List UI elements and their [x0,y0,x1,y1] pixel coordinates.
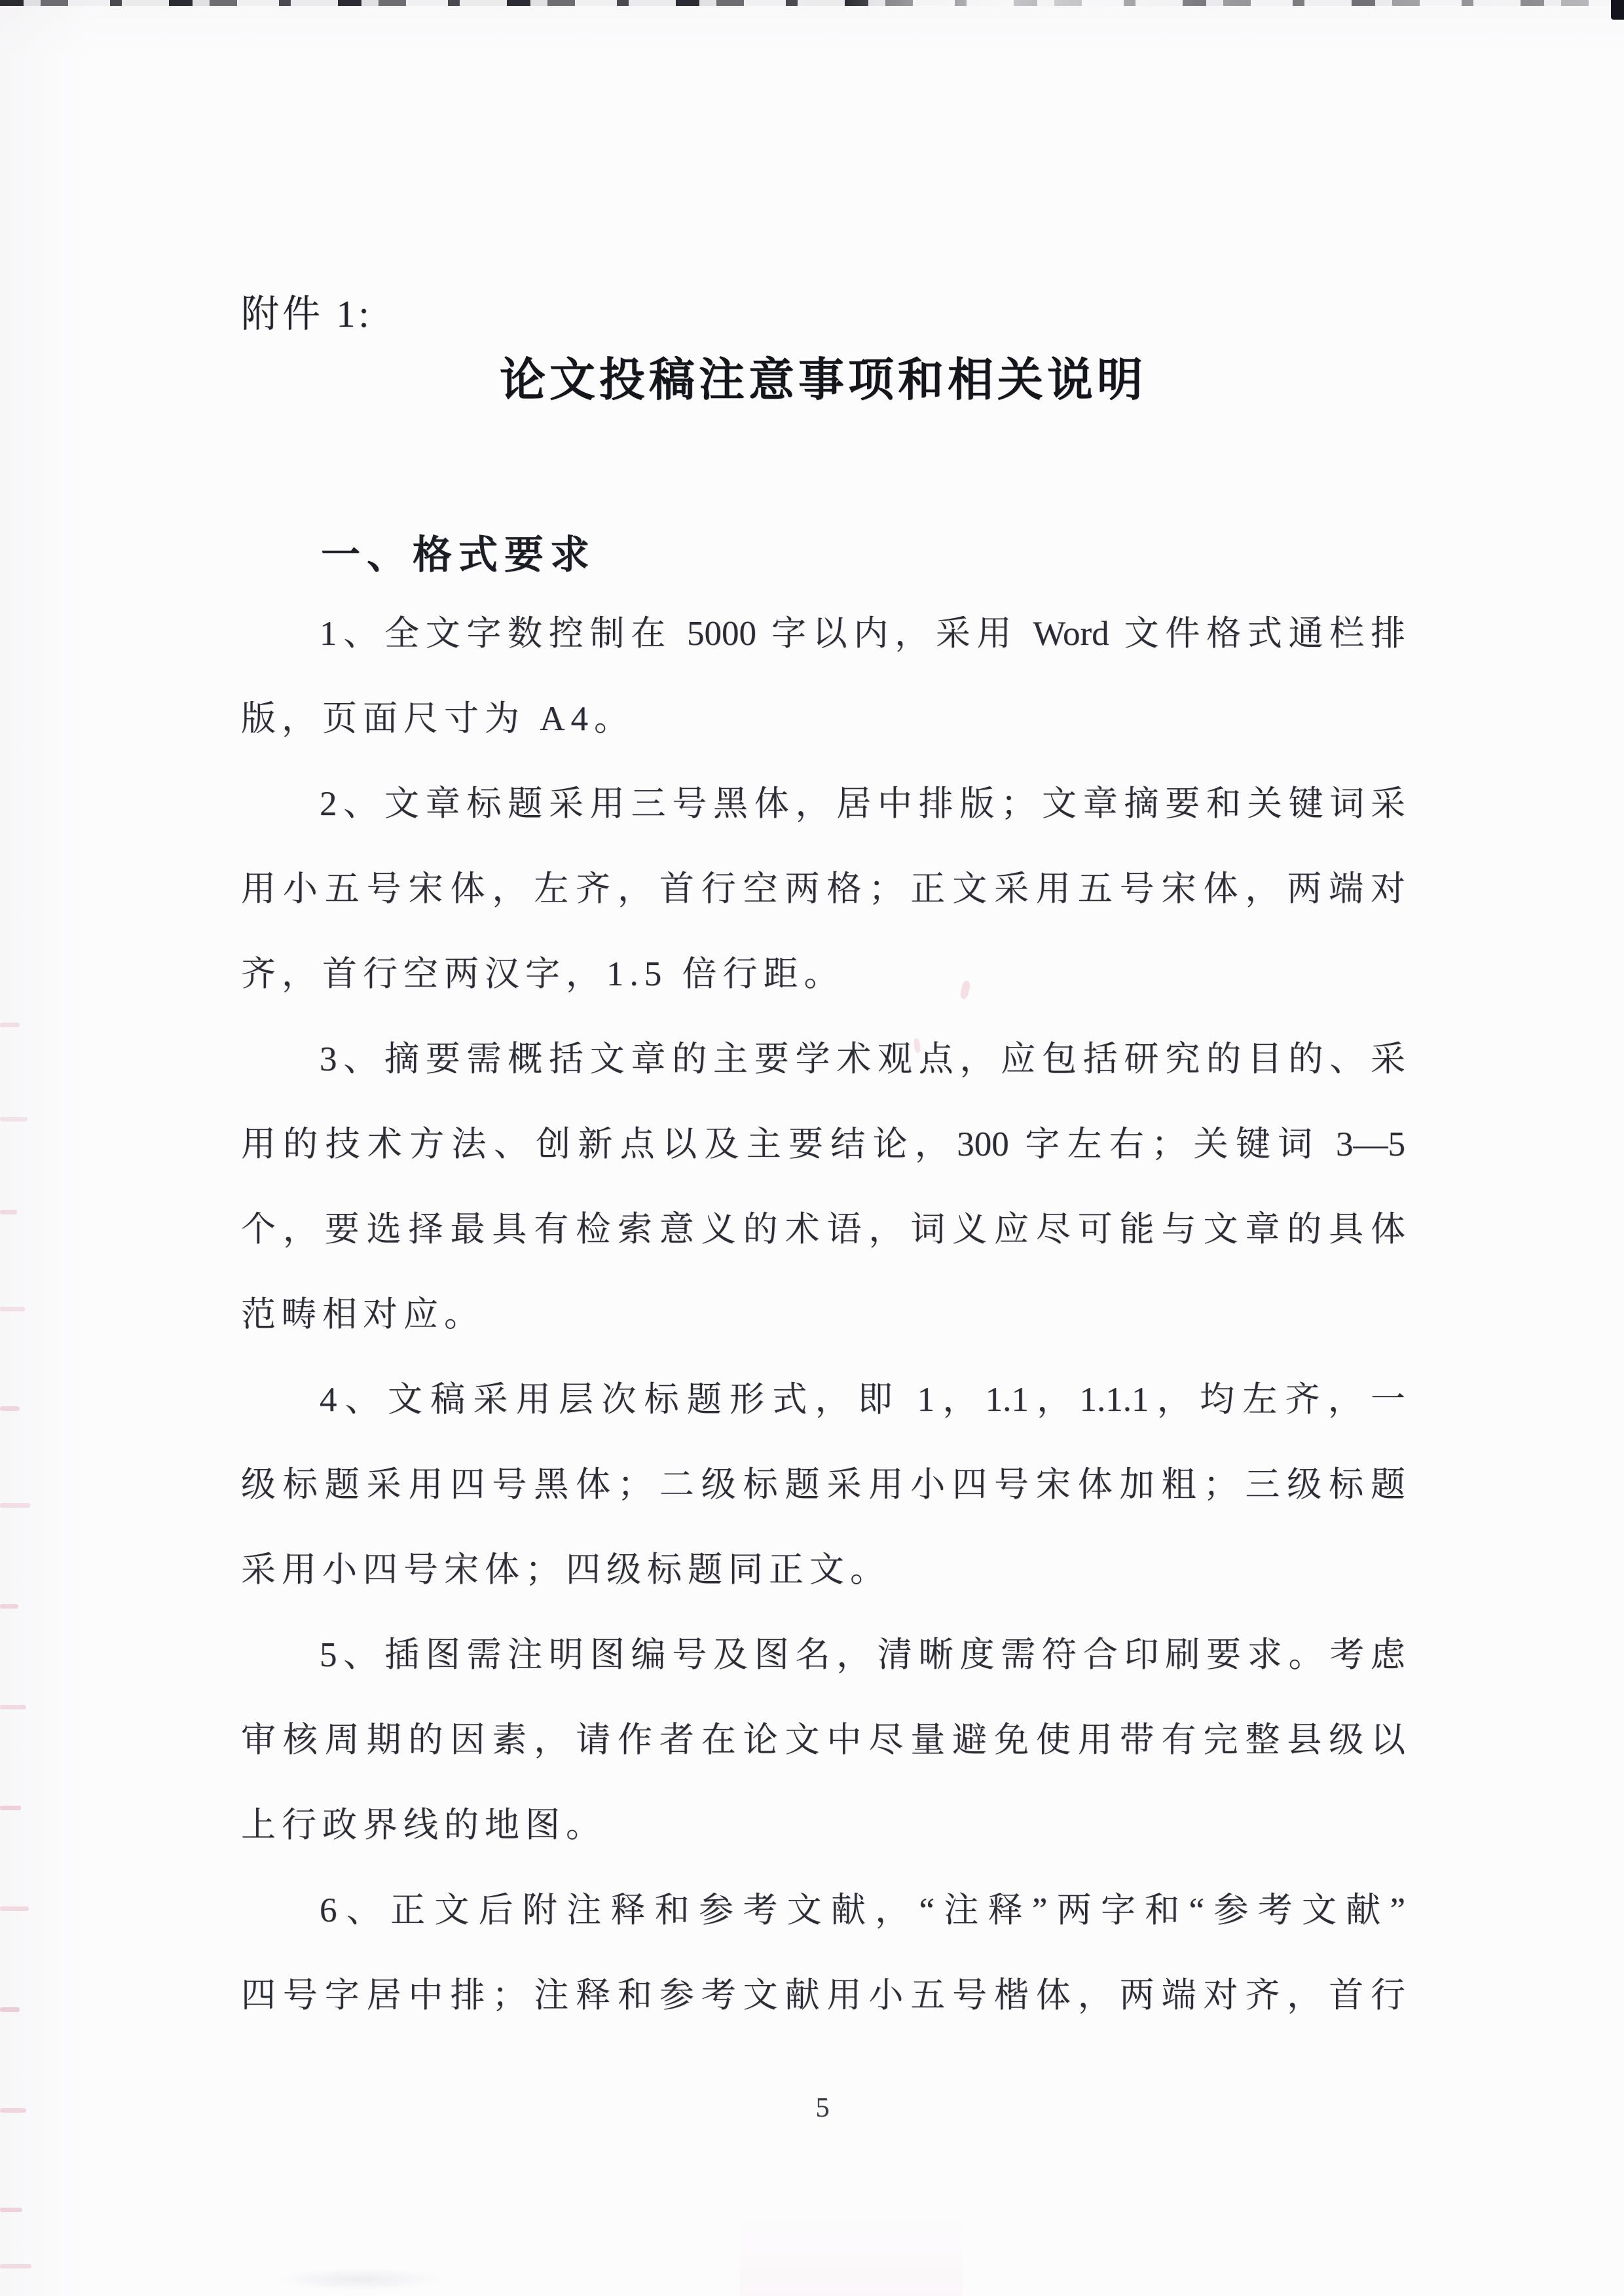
scan-artifact-left-mark [0,1210,17,1214]
section-heading: 一、格式要求 [321,533,596,577]
scan-artifact-left-mark [0,2264,31,2269]
attachment-label: 附件 1: [241,293,373,335]
page-title: 论文投稿注意事项和相关说明 [500,354,1147,405]
body-line: 5、插图需注明图编号及图名，清晰度需符合印刷要求。考虑 [320,1636,1405,1674]
scan-artifact-left-mark [0,1307,25,1311]
body-line: 上行政界线的地图。 [241,1806,606,1844]
scan-artifact-left-mark [0,2208,22,2212]
body-line: 用的技术方法、创新点以及主要结论，300 字左右；关键词 3—5 [241,1125,1405,1163]
scan-artifact-top-right-corner [1611,0,1624,20]
scan-artifact-left-mark [0,1906,29,1911]
scan-artifact-left-mark [0,1023,20,1027]
body-text-block [241,591,1405,2038]
body-line: 1、全文字数控制在 5000 字以内，采用 Word 文件格式通栏排 [320,615,1405,653]
scan-artifact-left-mark [0,1806,21,1810]
scan-artifact-left-mark [0,1705,26,1709]
body-line: 2、文章标题采用三号黑体，居中排版；文章摘要和关键词采 [320,785,1405,823]
body-line: 版，页面尺寸为 A4。 [241,700,635,738]
body-line: 范畴相对应。 [241,1296,485,1334]
body-line: 四号字居中排；注释和参考文献用小五号楷体，两端对齐，首行 [241,1977,1405,2014]
body-line: 4、文稿采用层次标题形式，即 1，1.1，1.1.1，均左齐，一 [320,1381,1405,1419]
document-content [241,0,1405,2296]
body-line: 级标题采用四号黑体；二级标题采用小四号宋体加粗；三级标题 [241,1466,1405,1504]
body-line: 个，要选择最具有检索意义的术语，词义应尽可能与文章的具体 [241,1211,1405,1248]
scan-artifact-left-mark [0,1503,30,1508]
body-line: 齐，首行空两汉字，1.5 倍行距。 [241,955,845,993]
page-number: 5 [815,2093,831,2123]
body-line: 用小五号宋体，左齐，首行空两格；正文采用五号宋体，两端对 [241,870,1405,908]
body-line: 审核周期的因素，请作者在论文中尽量避免使用带有完整县级以 [241,1721,1405,1759]
scan-artifact-left-mark [0,1406,20,1411]
scan-artifact-left-mark [0,1117,28,1121]
scan-artifact-left-mark [0,2007,20,2012]
scan-artifact-left-mark [0,2108,26,2113]
body-line: 采用小四号宋体；四级标题同正文。 [241,1551,891,1589]
body-line: 3、摘要需概括文章的主要学术观点，应包括研究的目的、采 [320,1040,1405,1078]
scan-artifact-left-mark [0,1604,18,1609]
body-line: 6、正文后附注释和参考文献，“注释”两字和“参考文献” [320,1891,1405,1929]
